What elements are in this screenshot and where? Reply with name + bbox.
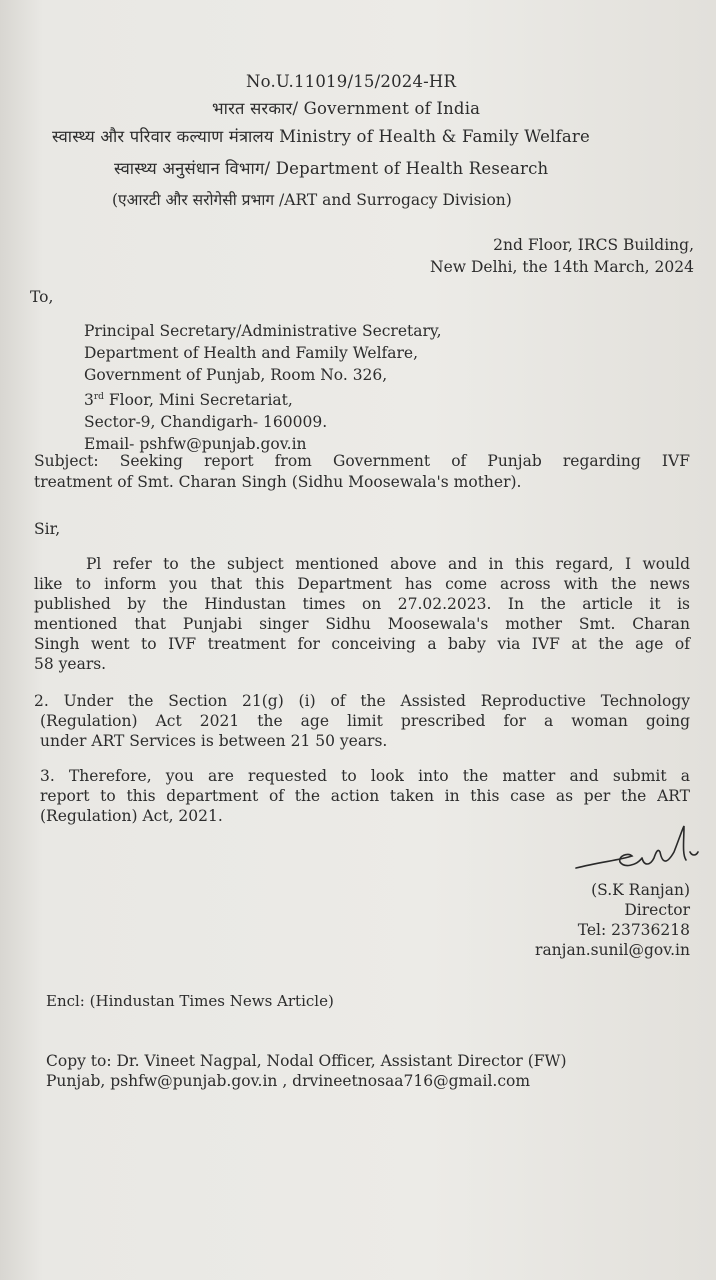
signatory-designation: Director: [624, 901, 690, 919]
header-ministry: स्वास्थ्य और परिवार कल्याण मंत्रालय Ministry of Health & Family Welfare: [52, 127, 590, 146]
para3-line: 3. Therefore, you are requested to look into the matter and submit a: [40, 767, 690, 785]
para1-line: like to inform you that this Department has come across with the news: [34, 575, 690, 593]
para2-line: under ART Services is between 21 50 years.: [40, 732, 388, 750]
letter-date: New Delhi, the 14th March, 2024: [430, 258, 694, 276]
copy-to-line-2: Punjab, pshfw@punjab.gov.in , drvineetnosaa716@gmail.com: [46, 1072, 531, 1090]
para1-line: Pl refer to the subject mentioned above and in this regard, I would: [86, 555, 690, 573]
signatory-email: ranjan.sunil@gov.in: [535, 941, 690, 959]
recipient-title: Principal Secretary/Administrative Secretary,: [84, 322, 442, 340]
enclosure-note: Encl: (Hindustan Times News Article): [46, 992, 334, 1010]
recipient-government: Government of Punjab, Room No. 326,: [84, 366, 388, 384]
signatory-block: [535, 880, 690, 960]
recipient-department: Department of Health and Family Welfare,: [84, 344, 419, 362]
subject-line-2: treatment of Smt. Charan Singh (Sidhu Moosewala's mother).: [34, 473, 522, 491]
para1-line: Singh went to IVF treatment for conceiving a baby via IVF at the age of: [34, 635, 690, 653]
recipient-floor: 3rd Floor, Mini Secretariat,: [84, 391, 293, 410]
recipient-email: Email- pshfw@punjab.gov.in: [84, 435, 307, 454]
office-address: 2nd Floor, IRCS Building,: [493, 236, 694, 254]
header-government: भारत सरकार/ Government of India: [212, 99, 481, 118]
signatory-phone: Tel: 23736218: [577, 921, 690, 939]
para2-line: (Regulation) Act 2021 the age limit prescribed for a woman going: [40, 712, 690, 730]
to-label: To,: [30, 288, 54, 306]
salutation: Sir,: [34, 520, 61, 538]
signatory-name: (S.K Ranjan): [591, 881, 690, 899]
para3-line: report to this department of the action taken in this case as per the ART: [40, 787, 690, 805]
para1-line: published by the Hindustan times on 27.02.2023. In the article it is: [34, 595, 690, 613]
para3-line: (Regulation) Act, 2021.: [40, 807, 223, 825]
copy-to-line-1: Copy to: Dr. Vineet Nagpal, Nodal Officer, Assistant Director (FW): [46, 1052, 567, 1070]
subject-line-1: Subject: Seeking report from Government of Punjab regarding IVF: [34, 452, 690, 470]
para2-line: 2. Under the Section 21(g) (i) of the Assisted Reproductive Technology: [34, 692, 690, 710]
recipient-address: [84, 320, 442, 455]
recipient-sector: Sector-9, Chandigarh- 160009.: [84, 413, 328, 432]
para1-line: mentioned that Punjabi singer Sidhu Moosewala's mother Smt. Charan: [34, 615, 690, 633]
reference-number: No.U.11019/15/2024-HR: [246, 72, 457, 91]
header-division: (एआरटी और सरोगेसी प्रभाग /ART and Surrogacy Division): [112, 191, 512, 209]
para1-line: 58 years.: [34, 655, 107, 673]
handwritten-signature: [570, 822, 716, 880]
header-department: स्वास्थ्य अनुसंधान विभाग/ Department of Health Research: [114, 159, 549, 178]
